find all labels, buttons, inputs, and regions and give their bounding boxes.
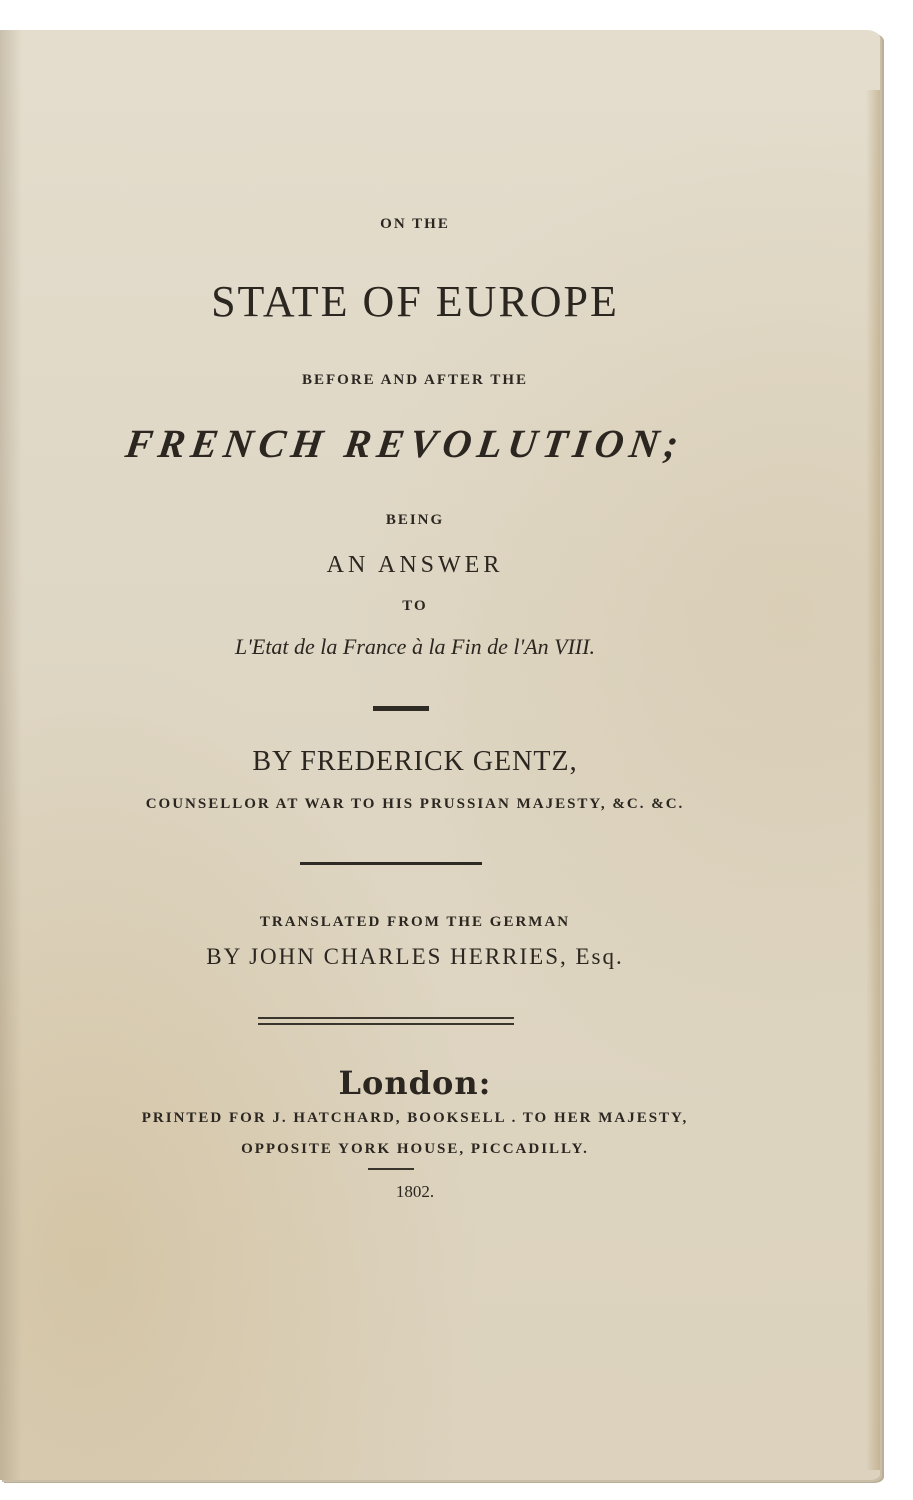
short-rule (368, 1168, 414, 1170)
french-title-line: L'Etat de la France à la Fin de l'An VIII. (234, 634, 596, 659)
printer-line-1: PRINTED FOR J. HATCHARD, BOOKSELL . TO HER MAJESTY, (141, 1110, 689, 1126)
an-answer-line: AN ANSWER (326, 552, 504, 578)
translated-from-line: TRANSLATED FROM THE GERMAN (259, 914, 571, 930)
double-rule-3a (258, 1017, 514, 1019)
author-line: BY FREDERICK GENTZ, (252, 746, 578, 777)
to-line: TO (402, 598, 428, 614)
title-page (0, 30, 880, 1480)
main-title: STATE OF EUROPE (211, 277, 619, 326)
place-line: London: (338, 1064, 492, 1102)
being-line: BEING (385, 512, 445, 528)
french-revolution-title: FRENCH REVOLUTION; (122, 421, 688, 466)
rule-2 (300, 862, 482, 865)
translator-line: BY JOHN CHARLES HERRIES, Esq. (206, 944, 624, 969)
before-after-line: BEFORE AND AFTER THE (301, 372, 528, 388)
double-rule-3b (258, 1023, 514, 1025)
page-foxing-right (866, 90, 880, 1470)
printer-line-2: OPPOSITE YORK HOUSE, PICCADILLY. (241, 1141, 589, 1157)
credentials-line: COUNSELLOR AT WAR TO HIS PRUSSIAN MAJESTY, &C. &C. (145, 796, 685, 812)
on-the-line: ON THE (380, 216, 450, 232)
year-line: 1802. (395, 1182, 435, 1201)
double-rule-1 (373, 706, 429, 711)
